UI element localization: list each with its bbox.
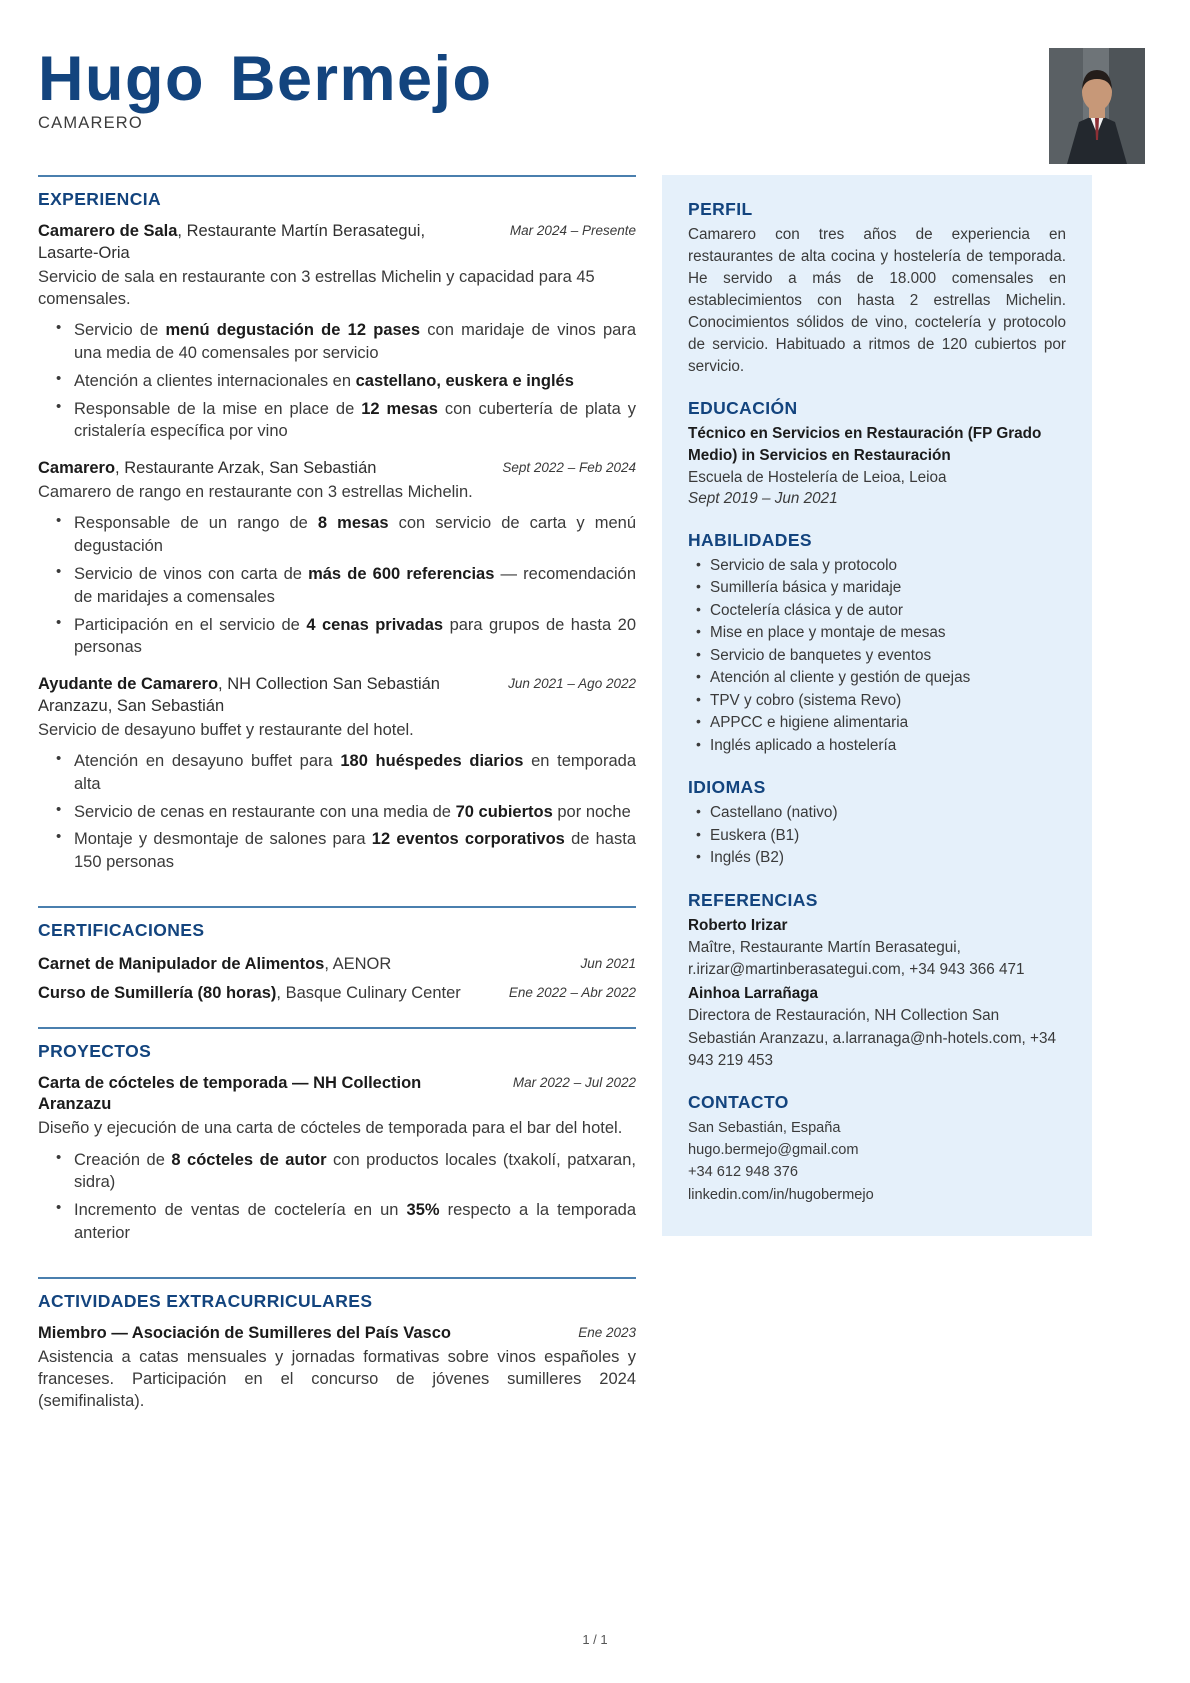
list-item: • Servicio de cenas en restaurante con una media de 70 cubiertos por noche — [72, 801, 636, 824]
experience-bullets — [38, 750, 636, 874]
section-heading-contact: CONTACTO — [688, 1092, 789, 1112]
page-number: 1 / 1 — [582, 1632, 608, 1647]
page-title: Hugo Bermejo — [38, 44, 493, 114]
resume-header — [0, 0, 1190, 175]
certification-issuer: , AENOR — [324, 955, 392, 973]
spacer — [38, 889, 636, 906]
section-heading-certifications: CERTIFICACIONES — [38, 920, 205, 940]
list-item: • Sumillería básica y maridaje — [696, 577, 1066, 599]
experience-entry — [38, 674, 636, 874]
languages-list — [688, 802, 1066, 869]
project-bullets — [38, 1149, 636, 1245]
list-item: • Creación de 8 cócteles de autor con productos locales (txakolí, patxaran, sidra) — [72, 1149, 636, 1195]
section-heading-experience: EXPERIENCIA — [38, 189, 162, 209]
experience-date: Jun 2021 – Ago 2022 — [508, 676, 636, 692]
certification-name: Carnet de Manipulador de Alimentos — [38, 955, 325, 973]
main-column — [38, 175, 650, 1427]
list-item: • Coctelería clásica y de autor — [696, 600, 1066, 622]
extracurricular-entry-header — [38, 1323, 636, 1345]
section-divider — [38, 175, 636, 177]
experience-org: , Restaurante Martín Berasategui, Lasarte-Oria — [38, 222, 426, 262]
project-summary: Diseño y ejecución de una carta de cócteles de temporada para el bar del hotel. — [38, 1119, 623, 1138]
list-item: • Castellano (nativo) — [696, 802, 1066, 824]
experience-date: Mar 2024 – Presente — [509, 223, 636, 238]
section-divider — [38, 1277, 636, 1279]
list-item: • APPCC e higiene alimentaria — [696, 712, 1066, 734]
list-item: • Euskera (B1) — [696, 825, 1066, 847]
reference-name: Ainhoa Larrañaga — [688, 985, 819, 1003]
extracurricular-entry — [38, 1323, 636, 1413]
list-item: • Incremento de ventas de coctelería en un 35% respecto a la temporada anterior — [72, 1199, 636, 1245]
experience-summary: Servicio de sala en restaurante con 3 estrellas Michelin y capacidad para 45 comensales. — [38, 267, 595, 309]
list-item: • TPV y cobro (sistema Revo) — [696, 690, 1066, 712]
list-item: • Inglés (B2) — [696, 847, 1066, 869]
list-item: • Atención en desayuno buffet para 180 huéspedes diarios en temporada alta — [72, 750, 636, 796]
section-divider — [38, 906, 636, 908]
experience-bullets — [38, 319, 636, 443]
skills-list — [688, 555, 1066, 757]
experience-summary: Servicio de desayuno buffet y restaurante del hotel. — [38, 720, 414, 739]
list-item: • Servicio de sala y protocolo — [696, 555, 1066, 577]
experience-date: Sept 2022 – Feb 2024 — [502, 460, 636, 476]
education-dates: Sept 2019 – Jun 2021 — [688, 490, 838, 508]
profile-photo-icon — [1049, 48, 1145, 164]
section-heading-extracurricular: ACTIVIDADES EXTRACURRICULARES — [38, 1290, 373, 1311]
experience-entry — [38, 221, 636, 443]
education-school: Escuela de Hostelería de Leioa, Leioa — [688, 468, 947, 486]
experience-entry-header — [38, 674, 636, 718]
experience-summary: Camarero de rango en restaurante con 3 estrellas Michelin. — [38, 483, 473, 502]
section-heading-references: REFERENCIAS — [688, 889, 818, 910]
reference-name: Roberto Irizar — [688, 916, 788, 934]
reference-details: Directora de Restauración, NH Collection San Sebastián Aranzazu, a.larranaga@nh-hotels.com, +34 943 219 453 — [688, 1007, 1057, 1069]
list-item: • Servicio de menú degustación de 12 pases con maridaje de vinos para una media de 40 comensales por servicio — [72, 319, 636, 365]
avatar — [1049, 48, 1145, 164]
list-item: • Mise en place y montaje de mesas — [696, 622, 1066, 644]
sidebar — [662, 175, 1092, 1236]
extracurricular-name: Miembro — Asociación de Sumilleres del País Vasco — [38, 1323, 451, 1342]
list-item: • Inglés aplicado a hostelería — [696, 735, 1066, 757]
spacer — [38, 1010, 636, 1027]
experience-entry-header — [38, 221, 636, 265]
resume-body — [0, 175, 1190, 1427]
experience-role: Camarero — [38, 459, 116, 478]
project-entry — [38, 1073, 636, 1245]
contact-location: San Sebastián, España — [688, 1120, 841, 1136]
contact-linkedin[interactable]: linkedin.com/in/hugobermejo — [688, 1186, 874, 1203]
list-item: • Atención al cliente y gestión de quejas — [696, 667, 1066, 689]
job-title-subheading: CAMARERO — [38, 114, 143, 133]
certification-name: Curso de Sumillería (80 horas) — [38, 983, 277, 1002]
extracurricular-date: Ene 2023 — [578, 1324, 636, 1340]
list-item: • Montaje y desmontaje de salones para 12 eventos corporativos de hasta 150 personas — [72, 828, 636, 874]
list-item: • Responsable de la mise en place de 12 mesas con cubertería de plata y cristalería específica por vino — [72, 398, 636, 444]
section-heading-profile: PERFIL — [688, 199, 753, 219]
experience-org: , Restaurante Arzak, San Sebastián — [115, 459, 377, 478]
experience-entry-header — [38, 458, 636, 480]
experience-org: , NH Collection San Sebastián Aranzazu, San Sebastián — [38, 675, 440, 715]
section-heading-skills: HABILIDADES — [688, 529, 812, 550]
list-item: • Responsable de un rango de 8 mesas con servicio de carta y menú degustación — [72, 512, 636, 558]
section-heading-education: EDUCACIÓN — [688, 398, 798, 419]
reference-details: Maître, Restaurante Martín Berasategui, r.irizar@martinberasategui.com, +34 943 366 471 — [688, 938, 1025, 979]
section-heading-languages: IDIOMAS — [688, 777, 766, 798]
education-degree: Técnico en Servicios en Restauración (FP Grado Medio) in Servicios en Restauración — [688, 425, 1042, 464]
project-name: Carta de cócteles de temporada — NH Collection Aranzazu — [38, 1073, 422, 1114]
extracurricular-summary: Asistencia a catas mensuales y jornadas formativas sobre vinos españoles y franceses. Participación en el concurso de jóvenes sumilleres 2024 (semifinalista). — [38, 1347, 636, 1411]
experience-entry — [38, 458, 636, 659]
experience-role: Camarero de Sala — [38, 222, 178, 240]
list-item: • Atención a clientes internacionales en castellano, euskera e inglés — [72, 370, 636, 393]
spacer — [38, 1260, 636, 1277]
section-divider — [38, 1027, 636, 1029]
experience-bullets — [38, 512, 636, 659]
certification-row — [38, 952, 636, 977]
list-item: • Participación en el servicio de 4 cenas privadas para grupos de hasta 20 personas — [72, 614, 636, 660]
contact-phone[interactable]: +34 612 948 376 — [688, 1164, 798, 1181]
experience-role: Ayudante de Camarero — [38, 675, 219, 694]
profile-text: Camarero con tres años de experiencia en restaurantes de alta cocina y hostelería de temporada. He servido a más de 18.000 comensales en establecimientos con hasta 2 estrellas Michelin. Conocimientos sólidos de vino, coctelería y protocolo de servicio. Habituado a ritmos de 120 cubiertos por servicio. — [688, 226, 1066, 376]
certification-date: Jun 2021 — [580, 956, 636, 971]
certification-issuer: , Basque Culinary Center — [276, 983, 461, 1002]
list-item: • Servicio de banquetes y eventos — [696, 645, 1066, 667]
certification-date: Ene 2022 – Abr 2022 — [508, 984, 636, 1000]
certification-row — [38, 981, 636, 1006]
contact-email[interactable]: hugo.bermejo@gmail.com — [688, 1142, 859, 1159]
section-heading-projects: PROYECTOS — [38, 1040, 152, 1061]
list-item: • Servicio de vinos con carta de más de 600 referencias — recomendación de maridajes a comensales — [72, 563, 636, 609]
project-entry-header — [38, 1073, 636, 1117]
project-date: Mar 2022 – Jul 2022 — [512, 1074, 636, 1090]
